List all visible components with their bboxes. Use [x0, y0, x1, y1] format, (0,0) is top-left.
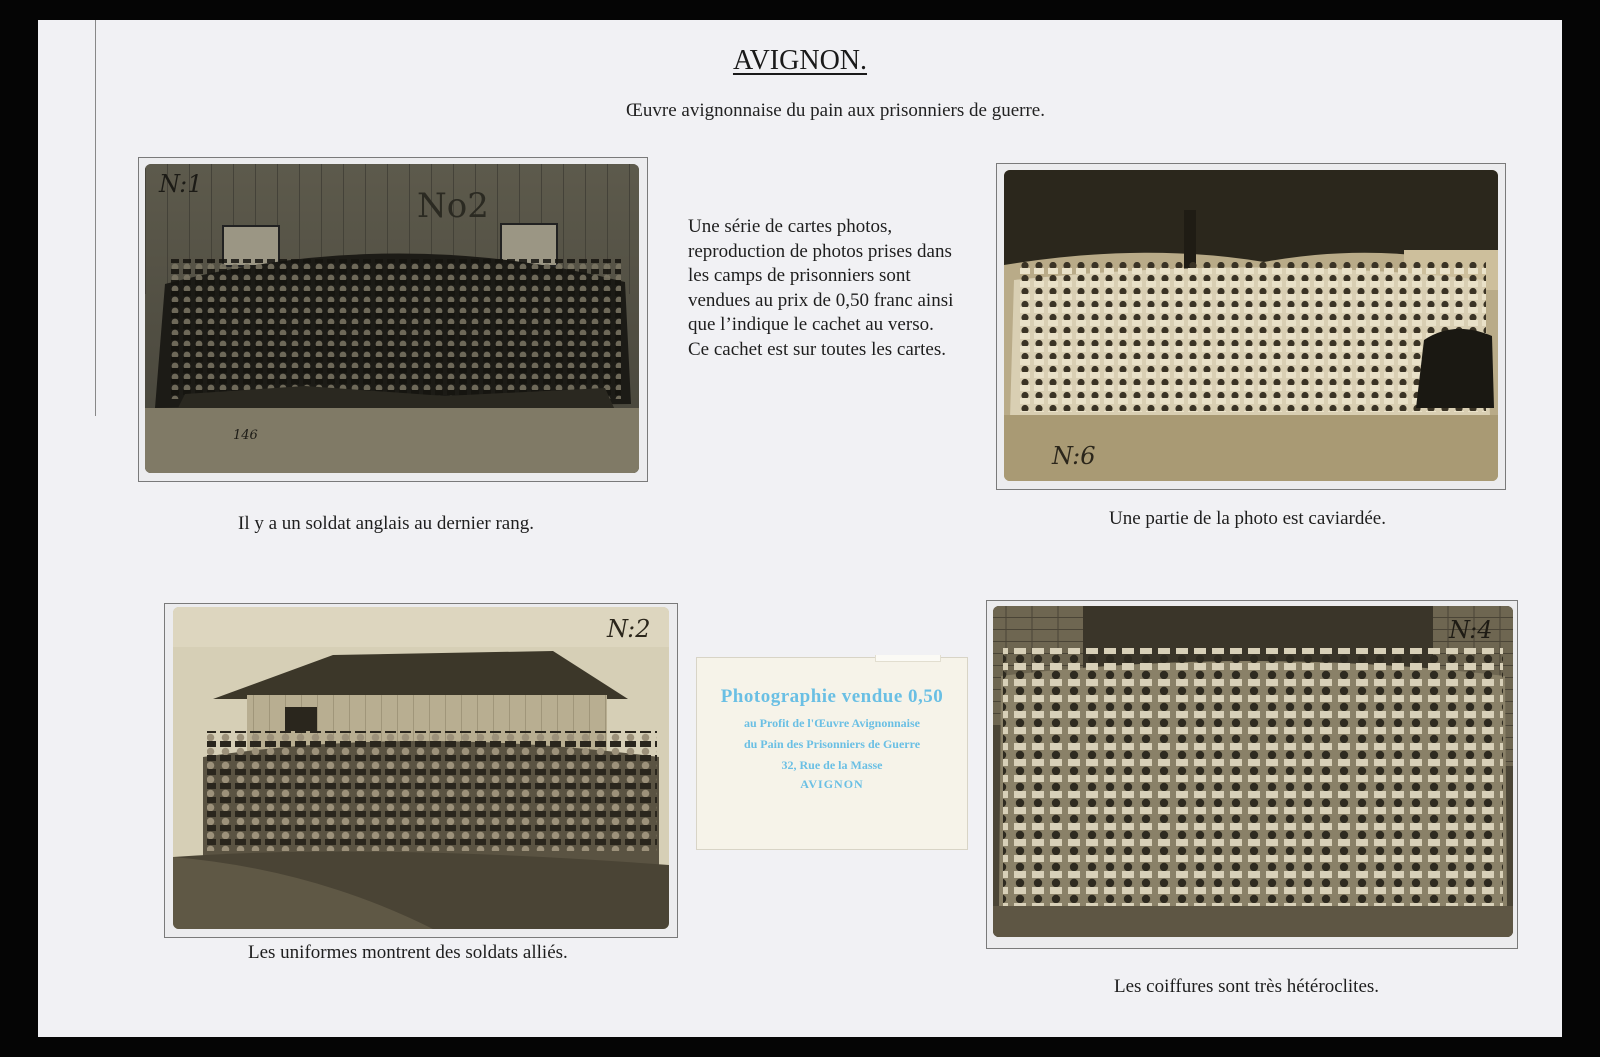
photo-number-label: N:1 [159, 170, 203, 198]
photo-number-label: N:4 [1449, 616, 1493, 644]
card-caption-2: Une partie de la photo est caviardée. [1109, 508, 1386, 529]
card-caption-4: Les coiffures sont très hétéroclites. [1114, 976, 1380, 997]
card-caption-1: Il y a un soldat anglais au dernier rang. [238, 513, 534, 534]
postcard-photo-4 [993, 606, 1513, 937]
stamp-line-4: 32, Rue de la Masse [781, 758, 883, 772]
card-frame-4 [986, 600, 1518, 949]
photo-number-label: N:6 [1052, 442, 1096, 470]
card-frame-2 [996, 163, 1506, 490]
card-frame-3 [164, 603, 678, 938]
photo-corner-label: 146 [233, 428, 258, 443]
stamp-line-5: AVIGNON [800, 777, 864, 791]
postcard-photo-1 [145, 164, 639, 473]
photo-extra-label: No2 [417, 186, 489, 226]
stamp-line-3: du Pain des Prisonniers de Guerre [743, 737, 921, 751]
postcard-photo-2 [1004, 170, 1498, 481]
postcard-verso-stamp [696, 657, 968, 850]
intro-text: Une série de cartes photos, reproduction de photos prises dans les camps de prisonniers sont vendues au prix de 0,50 franc ainsi que l’indique le cachet au verso. Ce cachet est sur toutes les cartes. [688, 216, 954, 360]
page-subtitle: Œuvre avignonnaise du pain aux prisonniers de guerre. [626, 100, 1045, 121]
album-page [38, 20, 1562, 1037]
stamp-line-1: Photographie vendue 0,50 [720, 686, 944, 707]
stamp-line-2: au Profit de l'Œuvre Avignonnaise [743, 716, 920, 730]
card-caption-3: Les uniformes montrent des soldats alliés. [248, 942, 568, 963]
margin-line [95, 20, 96, 416]
page-title: AVIGNON. [732, 45, 868, 76]
photo-number-label: N:2 [607, 615, 651, 643]
paper-tab [875, 655, 941, 662]
card-frame-1 [138, 157, 648, 482]
postcard-photo-3 [173, 607, 669, 929]
